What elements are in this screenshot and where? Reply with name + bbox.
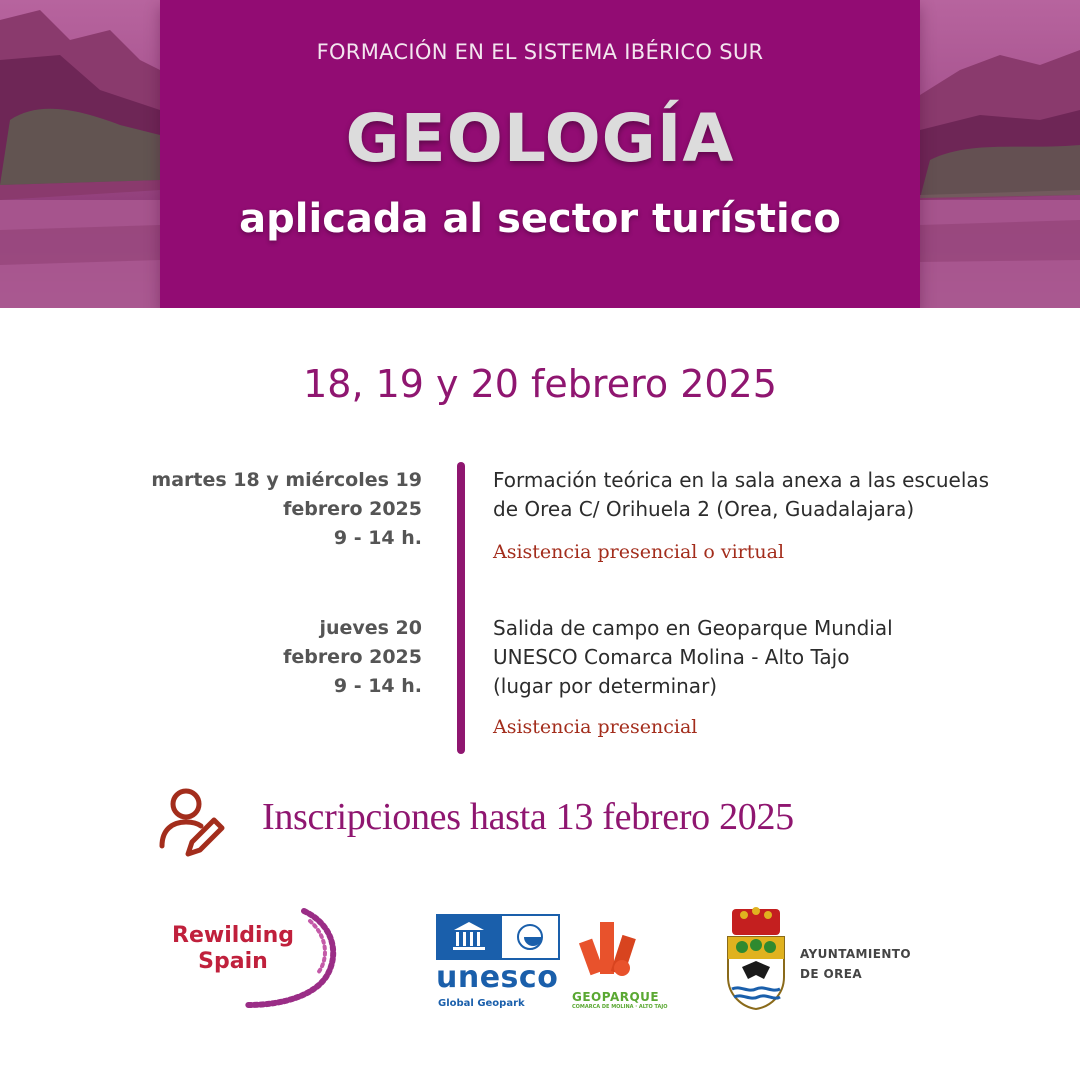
geoparque-mark-icon (576, 916, 652, 988)
registration-deadline: Inscripciones hasta 13 febrero 2025 (262, 796, 794, 838)
unesco-geopark-logo (436, 914, 668, 1014)
session-1-line-1: Formación teórica en la sala anexa a las escuelas (493, 468, 990, 492)
orea-wordmark: AYUNTAMIENTO DE OREA (800, 947, 911, 981)
page-title: GEOLOGÍA (345, 100, 735, 177)
session-1-days: martes 18 y miércoles 19 (151, 469, 422, 491)
session-2-hours: 9 - 14 h. (333, 675, 422, 697)
session-1-line-2: de Orea C/ Orihuela 2 (Orea, Guadalajara) (493, 497, 915, 521)
page-subtitle: aplicada al sector turístico (239, 196, 841, 242)
geoparque-wordmark: GEOPARQUE (572, 990, 660, 1004)
header-kicker: FORMACIÓN EN EL SISTEMA IBÉRICO SUR (316, 40, 764, 64)
session-1-description (493, 466, 1053, 524)
session-2-attendance: Asistencia presencial (493, 716, 698, 738)
unesco-subtitle: Global Geopark (438, 998, 525, 1009)
geoparque-subtitle: COMARCA DE MOLINA · ALTO TAJO (572, 1004, 668, 1010)
session-2-line-1: Salida de campo en Geoparque Mundial (493, 616, 893, 640)
animal-swirl-icon (244, 905, 364, 1015)
title-panel (160, 0, 920, 308)
session-2-schedule (283, 614, 422, 701)
orea-coat-of-arms-icon (724, 905, 788, 1013)
unesco-emblem (436, 914, 560, 960)
temple-icon (438, 916, 500, 958)
session-1-hours: 9 - 14 h. (333, 527, 422, 549)
session-1-month: febrero 2025 (283, 498, 422, 520)
session-2-line-3: (lugar por determinar) (493, 674, 718, 698)
session-2-description (493, 614, 1053, 701)
session-1-attendance: Asistencia presencial o virtual (493, 541, 785, 563)
user-edit-icon (158, 784, 230, 860)
ayuntamiento-orea-logo (724, 905, 934, 1015)
session-2-month: febrero 2025 (283, 646, 422, 668)
session-2-days: jueves 20 (319, 617, 422, 639)
rewilding-spain-wordmark: Rewilding Spain (172, 923, 294, 974)
event-dates: 18, 19 y 20 febrero 2025 (303, 362, 777, 406)
session-2-line-2: UNESCO Comarca Molina - Alto Tajo (493, 645, 850, 669)
geopark-globe-icon (502, 916, 558, 958)
rewilding-spain-logo (166, 905, 366, 1015)
unesco-wordmark: unesco (436, 960, 559, 995)
session-1-schedule (151, 466, 422, 553)
timeline-divider (457, 462, 465, 754)
header-banner (0, 0, 1080, 308)
